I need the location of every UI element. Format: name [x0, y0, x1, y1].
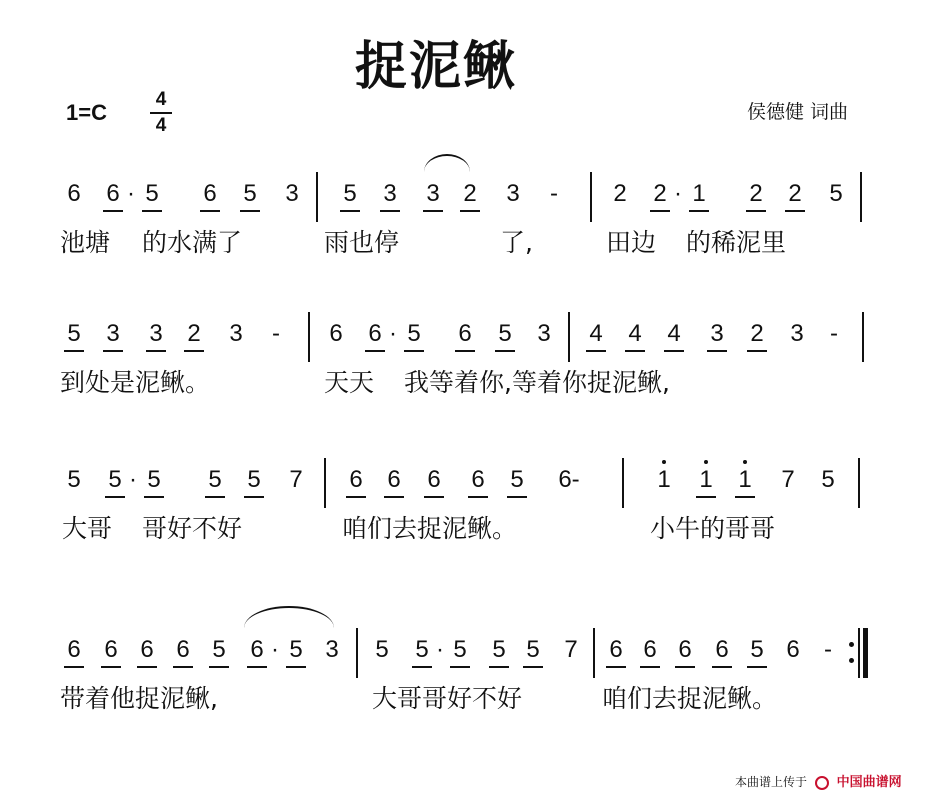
note: 3 — [707, 320, 727, 352]
note: 6 — [103, 180, 123, 212]
lyric: 小牛的哥哥 — [650, 514, 776, 543]
note: 5 — [450, 636, 470, 668]
note: 3 — [285, 180, 299, 207]
system-3 — [0, 458, 934, 578]
note: 6 — [712, 636, 732, 668]
note: 5 — [489, 636, 509, 668]
note: 4 — [586, 320, 606, 352]
slur — [424, 154, 470, 172]
lyric: 的稀泥里 — [686, 228, 787, 257]
note: 5 — [205, 466, 225, 498]
note: 6 — [247, 636, 267, 668]
barline — [862, 312, 864, 362]
note-dot: · — [127, 180, 135, 207]
note: 3 — [229, 320, 243, 347]
note: 6 — [606, 636, 626, 668]
slur — [244, 606, 334, 628]
site-logo-icon — [815, 776, 829, 790]
note: 3 — [146, 320, 166, 352]
note: 6 — [101, 636, 121, 668]
author-credit: 侯德健 词曲 — [747, 101, 849, 123]
note: 6 — [455, 320, 475, 352]
meter-top: 4 — [155, 89, 167, 110]
repeat-dot — [849, 642, 854, 647]
note: 5 — [404, 320, 424, 352]
repeat-dot — [849, 658, 854, 663]
system-1 — [0, 172, 934, 292]
lyric: 田边 — [606, 228, 657, 257]
note-dot: · — [389, 320, 397, 347]
barline — [356, 628, 358, 678]
note: 2 — [184, 320, 204, 352]
note: 6- — [558, 466, 580, 493]
note: 5 — [142, 180, 162, 212]
barline — [590, 172, 592, 222]
note: 6 — [424, 466, 444, 498]
system-2 — [0, 312, 934, 432]
footer-prefix: 本曲谱上传于 — [735, 775, 808, 789]
note: 5 — [286, 636, 306, 668]
note: 2 — [613, 180, 627, 207]
lyric: 雨也停 — [324, 228, 400, 257]
note: 3 — [325, 636, 339, 663]
note-dot: · — [674, 180, 682, 207]
note: 5 — [209, 636, 229, 668]
note: 3 — [380, 180, 400, 212]
note: 6 — [675, 636, 695, 668]
barline — [858, 458, 860, 508]
barline — [324, 458, 326, 508]
note: 6 — [137, 636, 157, 668]
note: 5 — [507, 466, 527, 498]
note: 5 — [244, 466, 264, 498]
barline — [622, 458, 624, 508]
note: 1 — [735, 466, 755, 498]
dash: - — [272, 320, 280, 347]
note: 6 — [329, 320, 343, 347]
note: 6 — [200, 180, 220, 212]
song-title: 捉泥鳅 — [355, 37, 518, 97]
note: 5 — [240, 180, 260, 212]
note: 6 — [365, 320, 385, 352]
note: 5 — [495, 320, 515, 352]
dash: - — [824, 636, 832, 663]
lyric: 的水满了 — [142, 228, 243, 257]
note: 3 — [506, 180, 520, 207]
note: 5 — [67, 466, 81, 493]
note: 2 — [460, 180, 480, 212]
note: 1 — [689, 180, 709, 212]
note: 3 — [423, 180, 443, 212]
upload-footer — [735, 774, 902, 791]
footer-brand[interactable]: 中国曲谱网 — [836, 775, 902, 790]
note: 7 — [289, 466, 303, 493]
octave-dot — [704, 460, 708, 464]
barline — [593, 628, 595, 678]
note: 6 — [173, 636, 193, 668]
lyric: 带着他捉泥鳅, — [60, 684, 218, 713]
lyric: 咱们去捉泥鳅。 — [602, 684, 778, 713]
note: 5 — [821, 466, 835, 493]
note: 5 — [64, 320, 84, 352]
dash: - — [550, 180, 558, 207]
note: 4 — [664, 320, 684, 352]
final-barline-thin — [858, 628, 860, 678]
note: 5 — [375, 636, 389, 663]
note: 6 — [67, 180, 81, 207]
time-signature — [150, 90, 172, 136]
note: 2 — [746, 180, 766, 212]
note: 3 — [103, 320, 123, 352]
meter-bottom: 4 — [155, 115, 167, 136]
note: 6 — [346, 466, 366, 498]
key-signature: 1=C — [66, 100, 107, 125]
note: 5 — [340, 180, 360, 212]
note: 5 — [747, 636, 767, 668]
barline — [860, 172, 862, 222]
note: 5 — [523, 636, 543, 668]
lyric: 天天 — [324, 368, 375, 397]
note: 6 — [384, 466, 404, 498]
final-barline-thick — [863, 628, 868, 678]
note: 6 — [64, 636, 84, 668]
note-dot: · — [436, 636, 444, 663]
note-dot: · — [271, 636, 279, 663]
lyric: 大哥 — [62, 514, 113, 543]
lyric: 我等着你,等着你捉泥鳅, — [404, 368, 670, 397]
lyric: 了, — [500, 228, 533, 257]
note: 7 — [781, 466, 795, 493]
dash: - — [830, 320, 838, 347]
note: 1 — [657, 466, 671, 493]
note: 7 — [564, 636, 578, 663]
note: 2 — [650, 180, 670, 212]
lyric: 哥好不好 — [142, 514, 243, 543]
note: 5 — [829, 180, 843, 207]
lyric: 大哥哥好不好 — [372, 684, 523, 713]
octave-dot — [662, 460, 666, 464]
note: 2 — [785, 180, 805, 212]
lyric: 到处是泥鳅。 — [60, 368, 211, 397]
lyric: 池塘 — [60, 228, 111, 257]
system-4 — [0, 628, 934, 748]
barline — [316, 172, 318, 222]
note-dot: · — [129, 466, 137, 493]
note: 3 — [790, 320, 804, 347]
barline — [308, 312, 310, 362]
note: 5 — [105, 466, 125, 498]
octave-dot — [743, 460, 747, 464]
note: 5 — [412, 636, 432, 668]
note: 6 — [640, 636, 660, 668]
note: 6 — [786, 636, 800, 663]
note: 1 — [696, 466, 716, 498]
note: 3 — [537, 320, 551, 347]
note: 2 — [747, 320, 767, 352]
barline — [568, 312, 570, 362]
note: 5 — [144, 466, 164, 498]
meter-divider — [150, 112, 172, 114]
note: 4 — [625, 320, 645, 352]
lyric: 咱们去捉泥鳅。 — [342, 514, 518, 543]
note: 6 — [468, 466, 488, 498]
